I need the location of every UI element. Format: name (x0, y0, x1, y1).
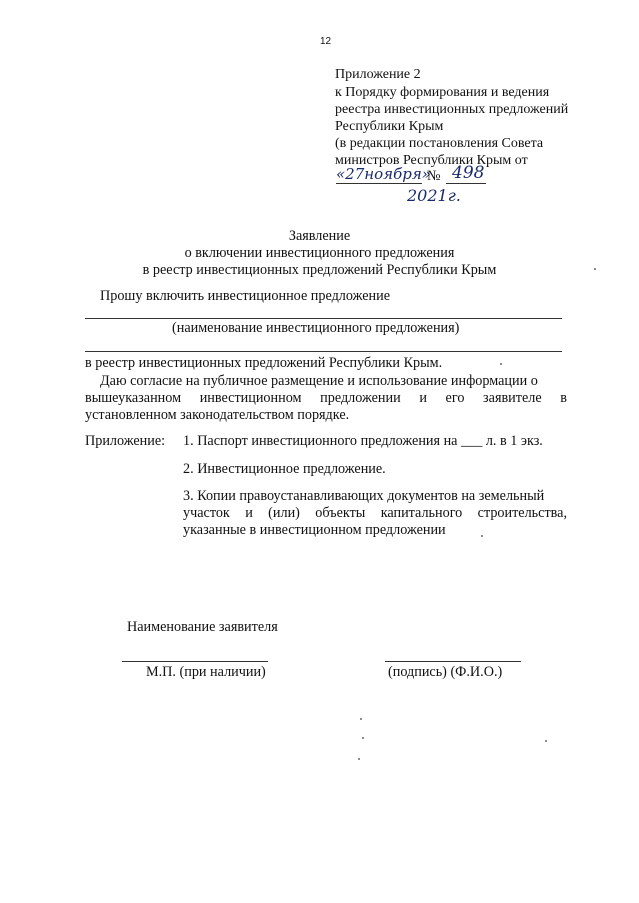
number-underline (446, 183, 486, 184)
attachment-item: 3. Копии правоустанавливающих документов на земельный (183, 488, 545, 504)
name-caption: (наименование инвестиционного предложения) (172, 320, 460, 336)
consent-text: вышеуказанном инвестиционном предложении и его заявителе в (85, 390, 567, 406)
page-number: 12 (320, 36, 332, 47)
scan-speck (500, 363, 502, 365)
attachment-item: участок и (или) объекты капитального строительства, (183, 505, 567, 521)
consent-text: установленном законодательством порядке. (85, 407, 350, 423)
document-subtitle: в реестр инвестиционных предложений Республики Крым (142, 262, 497, 278)
scan-speck (360, 718, 362, 720)
attachment-item: 1. Паспорт инвестиционного предложения на ___ л. в 1 экз. (183, 433, 543, 449)
name-fill-line (85, 318, 562, 319)
scan-speck (358, 758, 360, 760)
handwritten-date: «27ноября» (336, 165, 431, 183)
applicant-label: Наименование заявителя (127, 619, 278, 635)
signature-caption: (подпись) (Ф.И.О.) (388, 664, 503, 680)
attachment-item: указанные в инвестиционном предложении (183, 522, 446, 538)
scan-speck (594, 268, 596, 270)
attachment-item: 2. Инвестиционное предложение. (183, 461, 386, 477)
registry-text: в реестр инвестиционных предложений Республики Крым. (85, 355, 443, 371)
signature-line (385, 661, 521, 662)
scan-speck (545, 740, 547, 742)
handwritten-year: 2021г. (407, 186, 461, 205)
appendix-line: министров Республики Крым от (335, 153, 528, 168)
number-label: № (427, 168, 441, 184)
stamp-caption: М.П. (при наличии) (146, 664, 266, 680)
appendix-line: реестра инвестиционных предложений (335, 102, 569, 117)
handwritten-number: 498 (452, 163, 485, 183)
appendix-line: Республики Крым (335, 119, 444, 134)
document-subtitle: о включении инвестиционного предложения (184, 245, 455, 261)
consent-text: Даю согласие на публичное размещение и использование информации о (100, 373, 538, 389)
attachments-label: Приложение: (85, 433, 166, 449)
appendix-line: к Порядку формирования и ведения (335, 85, 550, 100)
document-title: Заявление (288, 228, 351, 244)
appendix-title: Приложение 2 (335, 67, 421, 82)
scan-speck (362, 737, 364, 739)
name-fill-line (85, 351, 562, 352)
appendix-line: (в редакции постановления Совета (335, 136, 544, 151)
stamp-line (122, 661, 268, 662)
request-text: Прошу включить инвестиционное предложение (100, 288, 391, 304)
date-underline (336, 183, 422, 184)
scan-speck (481, 535, 483, 537)
